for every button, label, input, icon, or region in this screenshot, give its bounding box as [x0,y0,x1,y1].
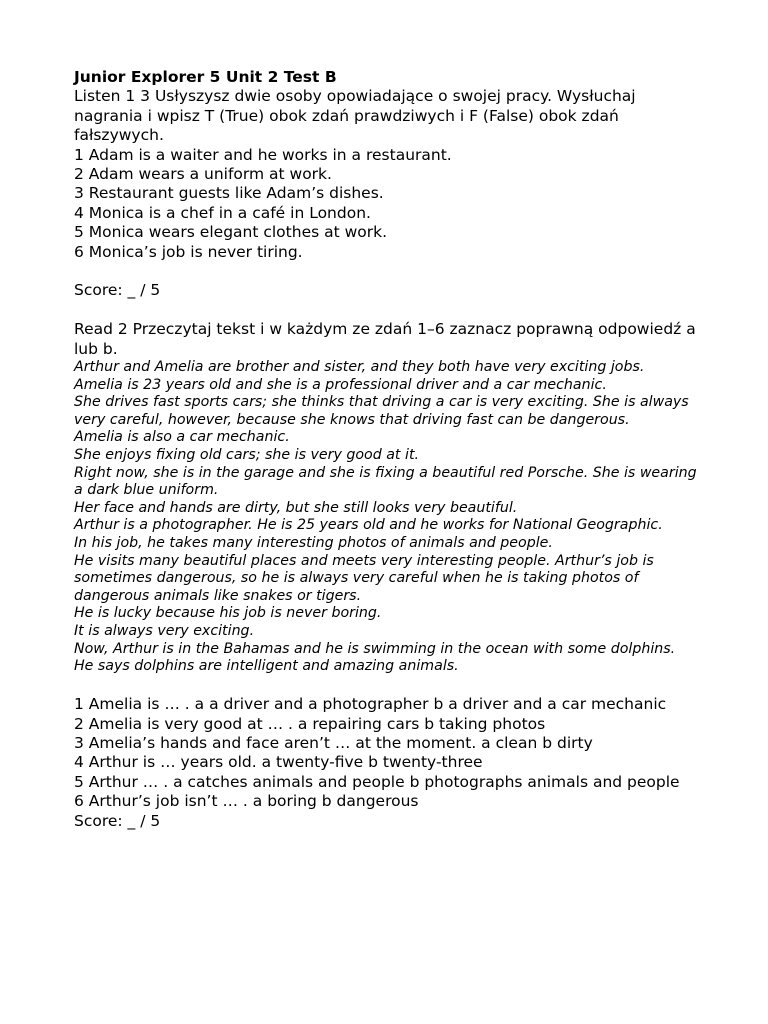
reading-paragraph: He visits many beautiful places and meets very interesting people. Arthur’s job is sometimes dangerous, so he is always very careful when he is taking photos of dangerous animals like snakes or tigers. [74,552,654,604]
listening-items [74,146,704,262]
listening-item: 5 Monica wears elegant clothes at work. [74,223,388,242]
reading-paragraph: Arthur is a photographer. He is 25 years old and he works for National Geographic. [74,517,663,534]
listening-item: 6 Monica’s job is never tiring. [74,242,303,261]
reading-paragraph: It is always very exciting. [74,622,255,639]
listening-item: 4 Monica is a chef in a café in London. [74,203,371,222]
reading-item: 1 Amelia is … . a a driver and a photographer b a driver and a car mechanic [74,695,667,714]
reading-text [74,359,704,676]
reading-paragraph: Now, Arthur is in the Bahamas and he is swimming in the ocean with some dolphins. [74,640,676,657]
reading-paragraph: Her face and hands are dirty, but she still looks very beautiful. [74,499,518,516]
reading-item: 5 Arthur … . a catches animals and people b photographs animals and people [74,772,680,791]
listening-item: 2 Adam wears a uniform at work. [74,165,332,184]
reading-paragraph: She enjoys fixing old cars; she is very good at it. [74,447,420,464]
listening-item: 3 Restaurant guests like Adam’s dishes. [74,184,384,203]
spacer [74,676,704,695]
listening-item: 1 Adam is a waiter and he works in a restaurant. [74,145,452,164]
listening-instructions: Listen 1 3 Usłyszysz dwie osoby opowiadające o swojej pracy. Wysłuchaj nagrania i wpisz T (True) obok zdań prawdziwych i F (False) obok zdań fałszywych. [74,87,636,145]
reading-paragraph: Right now, she is in the garage and she is fixing a beautiful red Porsche. She is wearing a dark blue uniform. [74,464,697,499]
document-page [74,68,704,831]
reading-item: 3 Amelia’s hands and face aren’t … at the moment. a clean b dirty [74,733,593,752]
reading-paragraph: She drives fast sports cars; she thinks that driving a car is very exciting. She is always very careful, however, because she knows that driving fast can be dangerous. [74,394,689,428]
reading-item: 4 Arthur is … years old. a twenty-five b twenty-three [74,753,483,772]
document-title: Junior Explorer 5 Unit 2 Test B [74,68,337,86]
listening-score: Score: _ / 5 [74,281,161,300]
reading-item: 2 Amelia is very good at … . a repairing cars b taking photos [74,714,546,733]
reading-paragraph: Arthur and Amelia are brother and sister, and they both have very exciting jobs. [74,359,645,376]
reading-items [74,695,704,811]
spacer [74,301,704,320]
reading-paragraph: He is lucky because his job is never boring. [74,605,382,622]
reading-item: 6 Arthur’s job isn’t … . a boring b dangerous [74,792,419,811]
reading-paragraph: He says dolphins are intelligent and amazing animals. [74,658,459,675]
reading-paragraph: In his job, he takes many interesting photos of animals and people. [74,535,553,551]
spacer [74,262,704,281]
reading-paragraph: Amelia is 23 years old and she is a professional driver and a car mechanic. [74,376,607,393]
reading-paragraph: Amelia is also a car mechanic. [74,429,290,446]
reading-score: Score: _ / 5 [74,811,161,830]
reading-instructions: Read 2 Przeczytaj tekst i w każdym ze zdań 1–6 zaznacz poprawną odpowiedź a lub b. [74,320,696,358]
